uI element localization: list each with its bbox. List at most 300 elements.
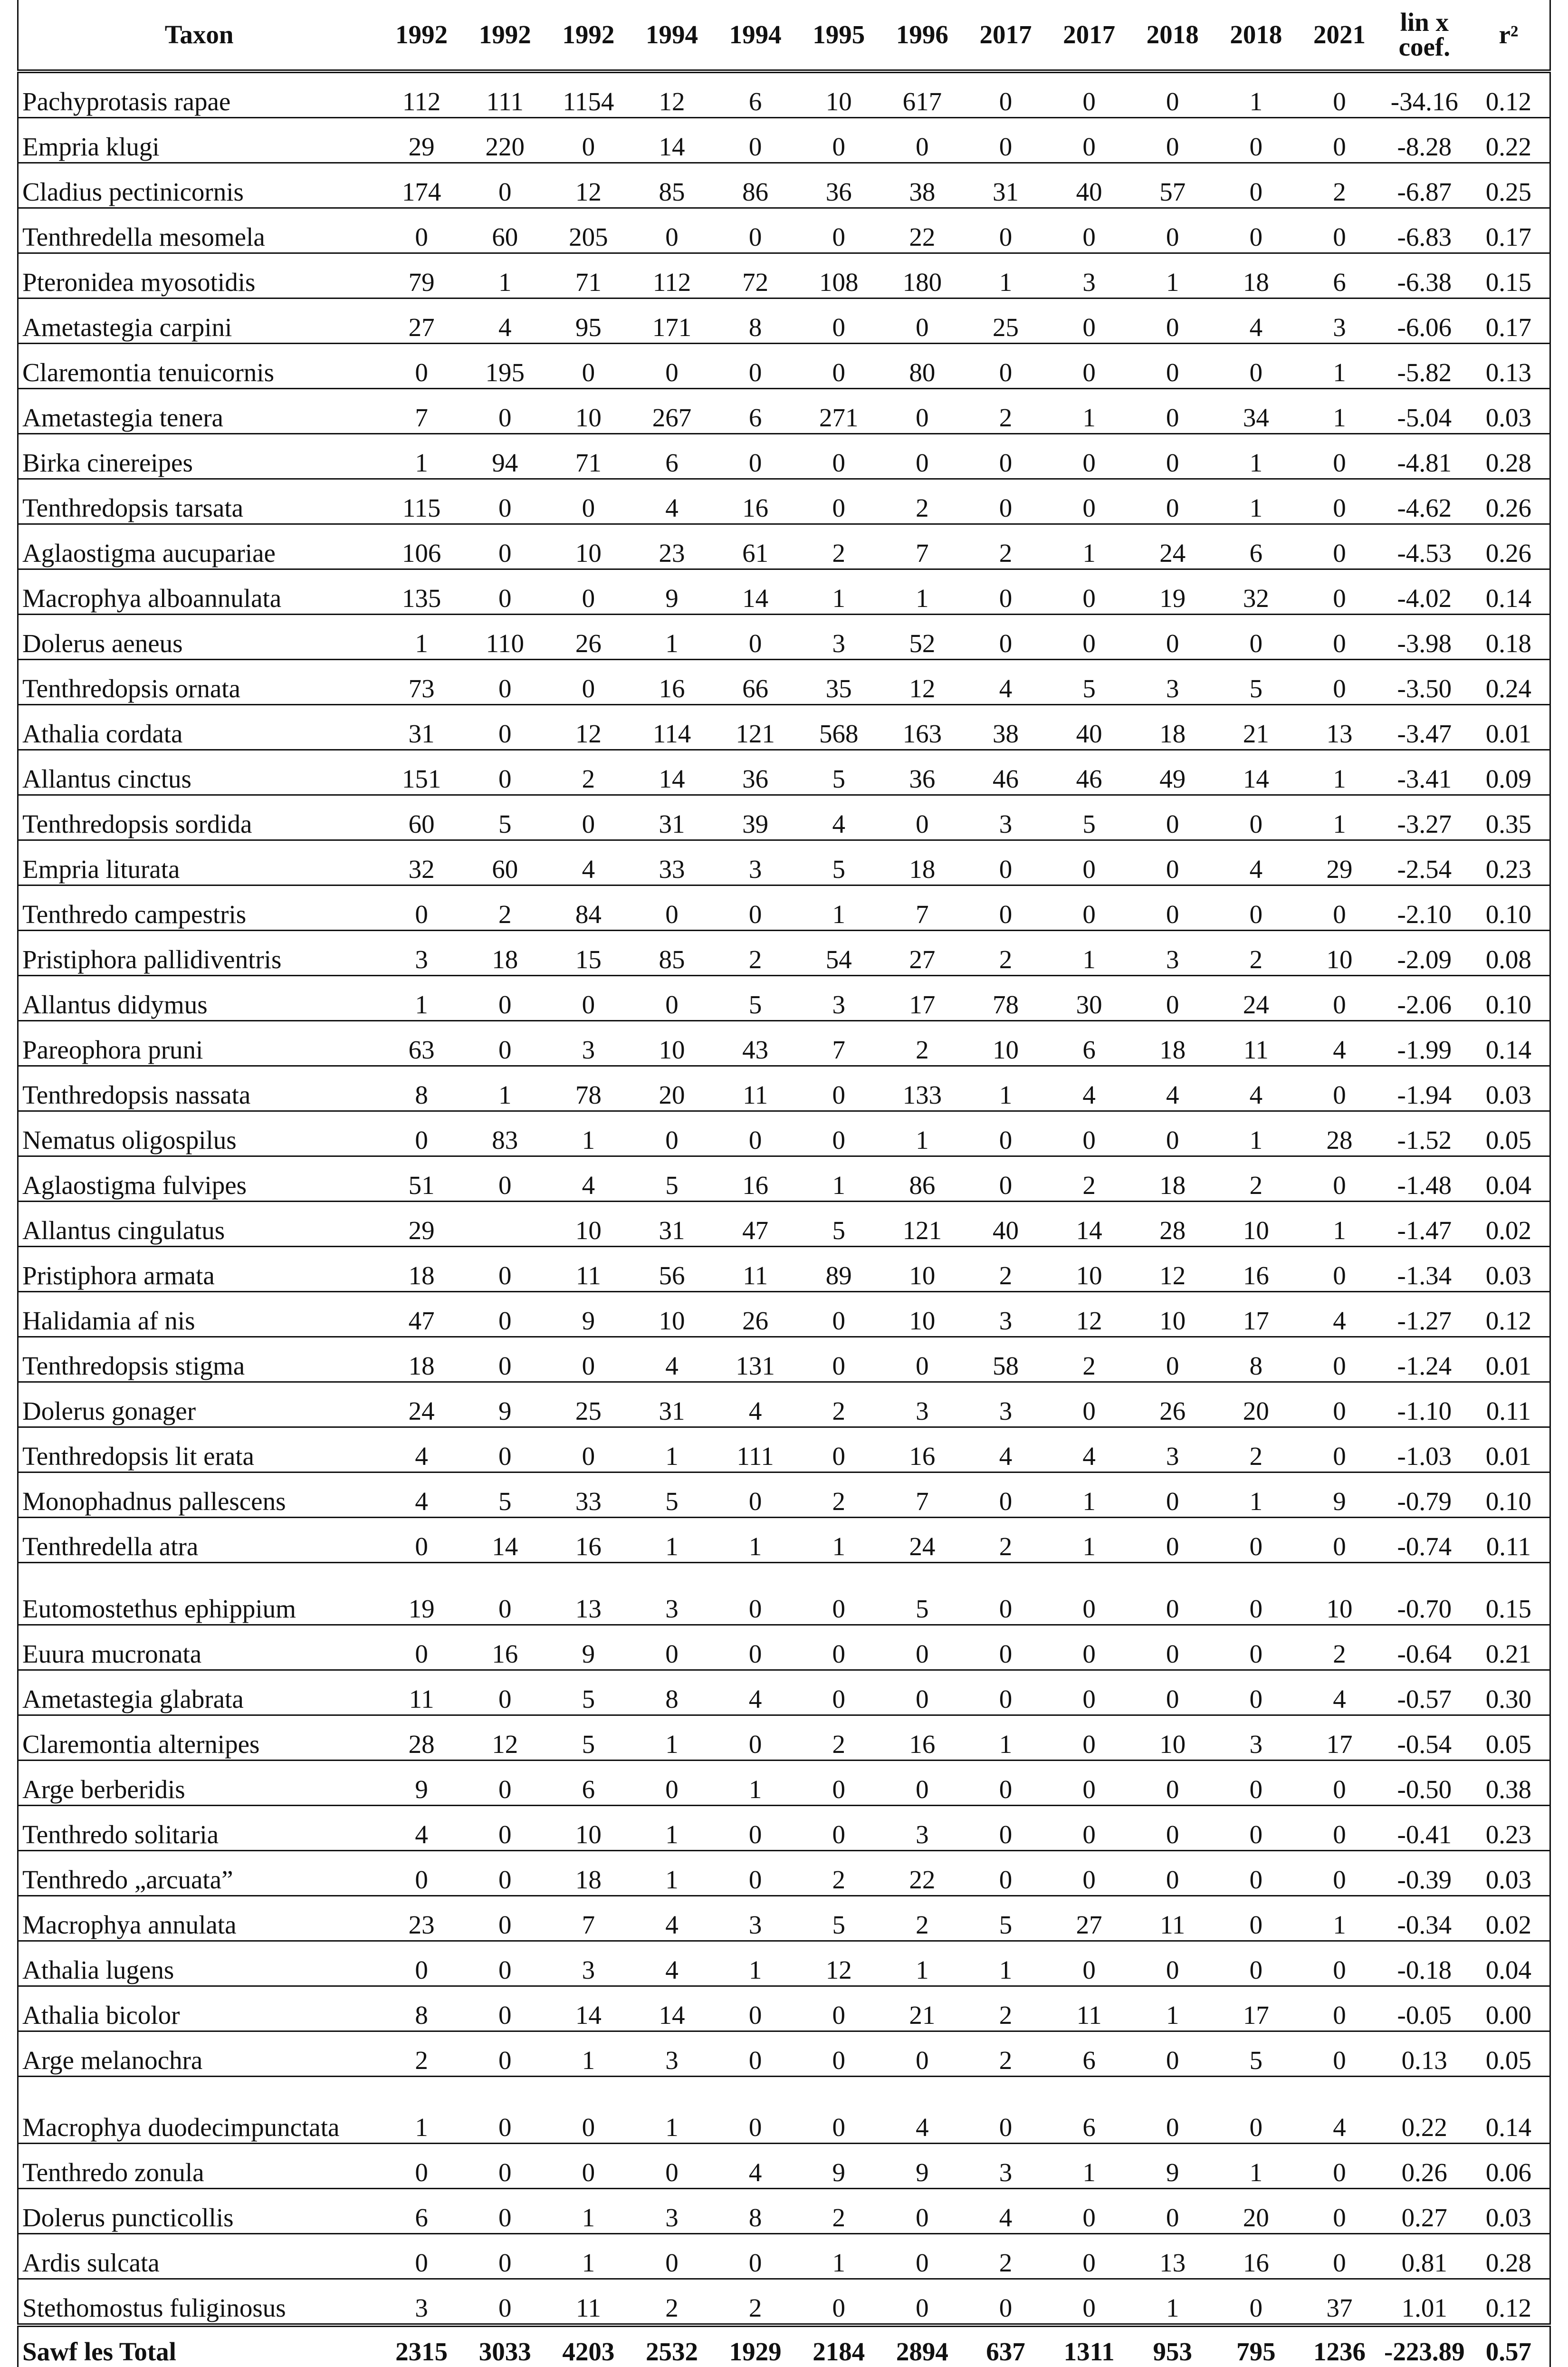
count-cell: 1	[1047, 1518, 1131, 1563]
header-year: 1995	[797, 0, 880, 71]
count-cell: 0	[463, 2279, 547, 2326]
taxon-cell: Claremontia tenuicornis	[18, 344, 380, 389]
table-row	[18, 389, 1550, 434]
lin-coef-cell: -6.83	[1381, 208, 1468, 253]
count-cell: 0	[463, 2031, 547, 2077]
count-cell: 0	[1047, 2279, 1131, 2326]
count-cell: 12	[797, 1941, 880, 1986]
count-cell: 0	[380, 1518, 463, 1563]
count-cell: 28	[1131, 1202, 1214, 1247]
count-cell: 5	[880, 1563, 964, 1625]
total-count-cell: 4203	[547, 2325, 631, 2367]
count-cell: 35	[797, 660, 880, 705]
count-cell: 7	[880, 524, 964, 569]
count-cell: 0	[380, 2144, 463, 2189]
table-row	[18, 118, 1550, 163]
count-cell: 1	[714, 1761, 797, 1806]
count-cell: 0	[714, 2031, 797, 2077]
count-cell: 0	[1047, 1941, 1131, 1986]
count-cell: 0	[964, 2077, 1048, 2144]
count-cell: 0	[547, 2077, 631, 2144]
count-cell: 2	[1298, 163, 1381, 208]
count-cell: 16	[1214, 2234, 1298, 2279]
count-cell: 0	[1047, 1563, 1131, 1625]
count-cell: 0	[964, 615, 1048, 660]
count-cell: 21	[880, 1986, 964, 2031]
taxon-cell: Pristiphora pallidiventris	[18, 931, 380, 976]
lin-coef-cell: -2.06	[1381, 976, 1468, 1021]
count-cell: 2	[880, 1896, 964, 1941]
count-cell: 1	[630, 2077, 714, 2144]
count-cell: 1	[380, 615, 463, 660]
count-cell: 1	[463, 253, 547, 298]
count-cell: 4	[630, 479, 714, 524]
r-squared-cell: 0.18	[1468, 615, 1550, 660]
count-cell: 1	[1298, 1202, 1381, 1247]
count-cell: 0	[1047, 1715, 1131, 1761]
count-cell: 0	[463, 2189, 547, 2234]
count-cell: 1	[547, 2031, 631, 2077]
count-cell: 32	[1214, 569, 1298, 615]
r-squared-cell: 0.06	[1468, 2144, 1550, 2189]
count-cell: 0	[880, 2279, 964, 2326]
count-cell: 4	[1214, 298, 1298, 344]
count-cell: 3	[1214, 1715, 1298, 1761]
count-cell: 28	[380, 1715, 463, 1761]
count-cell: 0	[1298, 1066, 1381, 1111]
table-row	[18, 931, 1550, 976]
table-row	[18, 1806, 1550, 1851]
count-cell: 54	[797, 931, 880, 976]
r-squared-cell: 0.10	[1468, 1472, 1550, 1518]
taxon-cell: Tenthredopsis ornata	[18, 660, 380, 705]
count-cell: 26	[547, 615, 631, 660]
count-cell: 0	[380, 2234, 463, 2279]
count-cell: 61	[714, 524, 797, 569]
taxon-cell: Dolerus gonager	[18, 1382, 380, 1427]
count-cell: 1	[630, 1851, 714, 1896]
count-cell: 0	[1298, 524, 1381, 569]
table-row	[18, 253, 1550, 298]
count-cell: 5	[964, 1896, 1048, 1941]
taxon-cell: Tenthredopsis stigma	[18, 1337, 380, 1382]
r-squared-cell: 0.14	[1468, 569, 1550, 615]
count-cell: 0	[797, 2031, 880, 2077]
count-cell: 30	[1047, 976, 1131, 1021]
count-cell: 0	[714, 1111, 797, 1156]
count-cell: 33	[547, 1472, 631, 1518]
header-year: 1992	[380, 0, 463, 71]
count-cell: 8	[380, 1986, 463, 2031]
count-cell: 0	[463, 389, 547, 434]
count-cell: 0	[1131, 795, 1214, 840]
count-cell: 0	[714, 1986, 797, 2031]
count-cell: 2	[463, 885, 547, 931]
count-cell: 2	[1047, 1156, 1131, 1202]
count-cell: 1	[380, 434, 463, 479]
count-cell: 71	[547, 253, 631, 298]
lin-coef-cell: -1.94	[1381, 1066, 1468, 1111]
count-cell: 4	[630, 1896, 714, 1941]
count-cell: 2	[1047, 1337, 1131, 1382]
count-cell: 24	[1214, 976, 1298, 1021]
count-cell: 0	[714, 344, 797, 389]
lin-coef-cell: -0.57	[1381, 1670, 1468, 1715]
count-cell: 12	[1047, 1292, 1131, 1337]
count-cell: 7	[880, 1472, 964, 1518]
count-cell: 0	[1214, 1941, 1298, 1986]
count-cell: 10	[630, 1292, 714, 1337]
count-cell: 1	[1131, 1986, 1214, 2031]
count-cell: 3	[547, 1021, 631, 1066]
count-cell: 4	[1047, 1427, 1131, 1472]
lin-coef-cell: -0.64	[1381, 1625, 1468, 1670]
table-row	[18, 298, 1550, 344]
count-cell: 0	[463, 1986, 547, 2031]
count-cell: 14	[1214, 750, 1298, 795]
count-cell: 8	[714, 298, 797, 344]
count-cell: 83	[463, 1111, 547, 1156]
count-cell: 0	[1047, 479, 1131, 524]
taxon-cell: Arge berberidis	[18, 1761, 380, 1806]
count-cell: 60	[463, 840, 547, 885]
total-count-cell: 795	[1214, 2325, 1298, 2367]
count-cell: 9	[547, 1292, 631, 1337]
count-cell: 1	[630, 615, 714, 660]
count-cell: 0	[797, 1292, 880, 1337]
count-cell: 205	[547, 208, 631, 253]
count-cell: 8	[714, 2189, 797, 2234]
taxon-cell: Macrophya alboannulata	[18, 569, 380, 615]
count-cell: 0	[1298, 2234, 1381, 2279]
count-cell: 9	[797, 2144, 880, 2189]
count-cell: 14	[463, 1518, 547, 1563]
count-cell: 4	[630, 1941, 714, 1986]
lin-coef-cell: -8.28	[1381, 118, 1468, 163]
r-squared-cell: 0.03	[1468, 1247, 1550, 1292]
taxon-cell: Halidamia af nis	[18, 1292, 380, 1337]
count-cell: 0	[797, 2077, 880, 2144]
count-cell: 0	[463, 479, 547, 524]
count-cell: 0	[463, 1851, 547, 1896]
count-cell: 56	[630, 1247, 714, 1292]
count-cell: 0	[1131, 2077, 1214, 2144]
count-cell: 3	[630, 2031, 714, 2077]
count-cell: 3	[964, 795, 1048, 840]
count-cell: 60	[380, 795, 463, 840]
header-year: 2017	[1047, 0, 1131, 71]
count-cell: 85	[630, 931, 714, 976]
count-cell: 2	[380, 2031, 463, 2077]
count-cell: 4	[714, 2144, 797, 2189]
r-squared-cell: 0.08	[1468, 931, 1550, 976]
count-cell: 36	[880, 750, 964, 795]
count-cell: 2	[964, 524, 1048, 569]
r-squared-cell: 0.22	[1468, 118, 1550, 163]
taxon-cell: Tenthredo campestris	[18, 885, 380, 931]
table-row	[18, 1066, 1550, 1111]
count-cell: 108	[797, 253, 880, 298]
count-cell: 3	[1131, 660, 1214, 705]
count-cell: 0	[1214, 1896, 1298, 1941]
count-cell: 0	[1214, 1518, 1298, 1563]
count-cell: 10	[880, 1292, 964, 1337]
count-cell: 0	[714, 615, 797, 660]
table-row	[18, 750, 1550, 795]
count-cell: 3	[964, 1382, 1048, 1427]
count-cell: 10	[1131, 1715, 1214, 1761]
count-cell: 2	[964, 389, 1048, 434]
count-cell: 0	[714, 2077, 797, 2144]
taxon-cell: Eutomostethus ephippium	[18, 1563, 380, 1625]
count-cell: 1	[714, 1941, 797, 1986]
count-cell: 60	[463, 208, 547, 253]
count-cell: 58	[964, 1337, 1048, 1382]
count-cell: 20	[1214, 2189, 1298, 2234]
r-squared-cell: 0.26	[1468, 479, 1550, 524]
taxon-cell: Tenthredo solitaria	[18, 1806, 380, 1851]
count-cell: 10	[1047, 1247, 1131, 1292]
count-cell: 0	[1131, 1518, 1214, 1563]
count-cell: 24	[1131, 524, 1214, 569]
count-cell: 0	[880, 389, 964, 434]
count-cell: 1	[547, 2189, 631, 2234]
taxon-cell: Athalia lugens	[18, 1941, 380, 1986]
count-cell: 0	[714, 885, 797, 931]
count-cell: 31	[630, 795, 714, 840]
header-year: 1996	[880, 0, 964, 71]
taxon-cell: Ardis sulcata	[18, 2234, 380, 2279]
lin-coef-cell: -4.02	[1381, 569, 1468, 615]
count-cell: 17	[880, 976, 964, 1021]
count-cell: 1	[964, 1715, 1048, 1761]
count-cell: 3	[380, 2279, 463, 2326]
count-cell: 0	[630, 208, 714, 253]
count-cell: 23	[380, 1896, 463, 1941]
r-squared-cell: 0.24	[1468, 660, 1550, 705]
count-cell: 27	[380, 298, 463, 344]
count-cell: 0	[714, 118, 797, 163]
count-cell: 66	[714, 660, 797, 705]
count-cell: 2	[630, 2279, 714, 2326]
count-cell: 0	[714, 1625, 797, 1670]
taxon-cell: Tenthredopsis lit erata	[18, 1427, 380, 1472]
count-cell: 3	[630, 1563, 714, 1625]
lin-coef-cell: 0.22	[1381, 2077, 1468, 2144]
count-cell: 1	[1131, 253, 1214, 298]
count-cell: 10	[1298, 931, 1381, 976]
count-cell: 15	[547, 931, 631, 976]
count-cell: 2	[797, 1851, 880, 1896]
count-cell: 31	[964, 163, 1048, 208]
sawfly-data-sheet	[17, 0, 1551, 2367]
count-cell: 0	[1131, 208, 1214, 253]
count-cell: 0	[380, 885, 463, 931]
count-cell: 0	[1298, 118, 1381, 163]
r-squared-cell: 0.03	[1468, 1851, 1550, 1896]
count-cell: 36	[797, 163, 880, 208]
lin-coef-cell: -3.50	[1381, 660, 1468, 705]
r-squared-cell: 0.01	[1468, 1427, 1550, 1472]
count-cell: 84	[547, 885, 631, 931]
count-cell: 0	[714, 208, 797, 253]
count-cell: 0	[1298, 1247, 1381, 1292]
count-cell: 5	[797, 840, 880, 885]
count-cell: 3	[880, 1382, 964, 1427]
count-cell: 22	[880, 208, 964, 253]
r-squared-cell: 0.05	[1468, 1111, 1550, 1156]
table-row	[18, 1851, 1550, 1896]
r-squared-cell: 0.14	[1468, 2077, 1550, 2144]
count-cell: 0	[630, 2144, 714, 2189]
count-cell: 0	[797, 1111, 880, 1156]
taxon-cell: Arge melanochra	[18, 2031, 380, 2077]
table-row	[18, 2144, 1550, 2189]
lin-coef-cell: -6.87	[1381, 163, 1468, 208]
count-cell: 0	[1047, 434, 1131, 479]
count-cell: 0	[1047, 1851, 1131, 1896]
count-cell: 0	[463, 2077, 547, 2144]
count-cell: 0	[964, 1472, 1048, 1518]
count-cell: 0	[1131, 1472, 1214, 1518]
count-cell: 5	[547, 1715, 631, 1761]
taxon-cell: Stethomostus fuliginosus	[18, 2279, 380, 2326]
count-cell: 4	[714, 1670, 797, 1715]
count-cell: 18	[463, 931, 547, 976]
count-cell: 12	[547, 705, 631, 750]
table-row	[18, 1670, 1550, 1715]
header-year: 1994	[630, 0, 714, 71]
r-squared-cell: 0.15	[1468, 253, 1550, 298]
table-row	[18, 1986, 1550, 2031]
count-cell: 43	[714, 1021, 797, 1066]
count-cell: 0	[714, 2234, 797, 2279]
count-cell: 3	[380, 931, 463, 976]
count-cell: 114	[630, 705, 714, 750]
count-cell: 0	[880, 2031, 964, 2077]
lin-coef-cell: -0.54	[1381, 1715, 1468, 1761]
count-cell: 51	[380, 1156, 463, 1202]
count-cell: 0	[964, 885, 1048, 931]
header-year: 1992	[547, 0, 631, 71]
lin-coef-cell: -0.79	[1381, 1472, 1468, 1518]
count-cell: 0	[1047, 1670, 1131, 1715]
count-cell: 1	[797, 885, 880, 931]
count-cell: 19	[380, 1563, 463, 1625]
taxon-cell: Allantus cinctus	[18, 750, 380, 795]
count-cell: 10	[547, 524, 631, 569]
count-cell: 0	[964, 479, 1048, 524]
count-cell: 4	[1298, 1021, 1381, 1066]
count-cell: 0	[1131, 479, 1214, 524]
count-cell: 86	[714, 163, 797, 208]
taxon-cell: Tenthredopsis tarsata	[18, 479, 380, 524]
count-cell: 0	[1214, 615, 1298, 660]
count-cell: 6	[1047, 2031, 1131, 2077]
lin-coef-cell: -0.74	[1381, 1518, 1468, 1563]
count-cell: 94	[463, 434, 547, 479]
count-cell: 0	[1131, 1563, 1214, 1625]
count-cell: 9	[380, 1761, 463, 1806]
count-cell: 0	[964, 1625, 1048, 1670]
count-cell: 0	[1131, 615, 1214, 660]
count-cell: 0	[630, 1625, 714, 1670]
total-count-cell: 2184	[797, 2325, 880, 2367]
count-cell: 7	[797, 1021, 880, 1066]
count-cell: 14	[630, 1986, 714, 2031]
count-cell: 46	[964, 750, 1048, 795]
taxon-cell: Athalia bicolor	[18, 1986, 380, 2031]
count-cell: 0	[1298, 976, 1381, 1021]
count-cell: 0	[880, 118, 964, 163]
count-cell: 3	[964, 1292, 1048, 1337]
count-cell: 0	[1131, 298, 1214, 344]
count-cell: 11	[1131, 1896, 1214, 1941]
count-cell: 0	[630, 976, 714, 1021]
count-cell: 0	[1131, 1941, 1214, 1986]
count-cell: 0	[1131, 1851, 1214, 1896]
count-cell: 26	[714, 1292, 797, 1337]
count-cell: 3	[1298, 298, 1381, 344]
count-cell: 3	[630, 2189, 714, 2234]
count-cell: 2	[797, 524, 880, 569]
count-cell: 0	[1047, 1625, 1131, 1670]
count-cell: 0	[547, 660, 631, 705]
count-cell: 0	[1298, 660, 1381, 705]
lin-coef-cell: -1.10	[1381, 1382, 1468, 1427]
count-cell: 0	[1214, 1761, 1298, 1806]
count-cell: 0	[880, 1670, 964, 1715]
count-cell: 1	[630, 1715, 714, 1761]
count-cell: 26	[1131, 1382, 1214, 1427]
taxon-cell: Pteronidea myosotidis	[18, 253, 380, 298]
taxon-cell: Macrophya annulata	[18, 1896, 380, 1941]
count-cell: 0	[797, 344, 880, 389]
count-cell: 4	[964, 2189, 1048, 2234]
count-cell: 0	[1131, 885, 1214, 931]
total-label: Sawf les Total	[18, 2325, 380, 2367]
count-cell: 28	[1298, 1111, 1381, 1156]
count-cell: 0	[1047, 1382, 1131, 1427]
count-cell: 0	[1214, 344, 1298, 389]
lin-coef-cell: -3.47	[1381, 705, 1468, 750]
count-cell: 1	[547, 2234, 631, 2279]
count-cell: 0	[1298, 2031, 1381, 2077]
count-cell: 10	[1298, 1563, 1381, 1625]
count-cell: 3	[797, 976, 880, 1021]
table-row	[18, 840, 1550, 885]
count-cell: 174	[380, 163, 463, 208]
count-cell: 1	[880, 1941, 964, 1986]
lin-coef-cell: 0.13	[1381, 2031, 1468, 2077]
lin-coef-cell: -0.18	[1381, 1941, 1468, 1986]
count-cell: 0	[797, 434, 880, 479]
count-cell: 1	[1298, 344, 1381, 389]
count-cell: 5	[630, 1472, 714, 1518]
lin-coef-cell: -34.16	[1381, 71, 1468, 118]
count-cell: 0	[714, 1563, 797, 1625]
count-cell: 6	[1047, 2077, 1131, 2144]
count-cell: 0	[547, 479, 631, 524]
count-cell: 0	[1214, 208, 1298, 253]
count-cell: 2	[547, 750, 631, 795]
count-cell: 95	[547, 298, 631, 344]
count-cell: 40	[964, 1202, 1048, 1247]
taxon-cell: Euura mucronata	[18, 1625, 380, 1670]
count-cell: 0	[463, 524, 547, 569]
table-row	[18, 1202, 1550, 1247]
count-cell: 38	[880, 163, 964, 208]
